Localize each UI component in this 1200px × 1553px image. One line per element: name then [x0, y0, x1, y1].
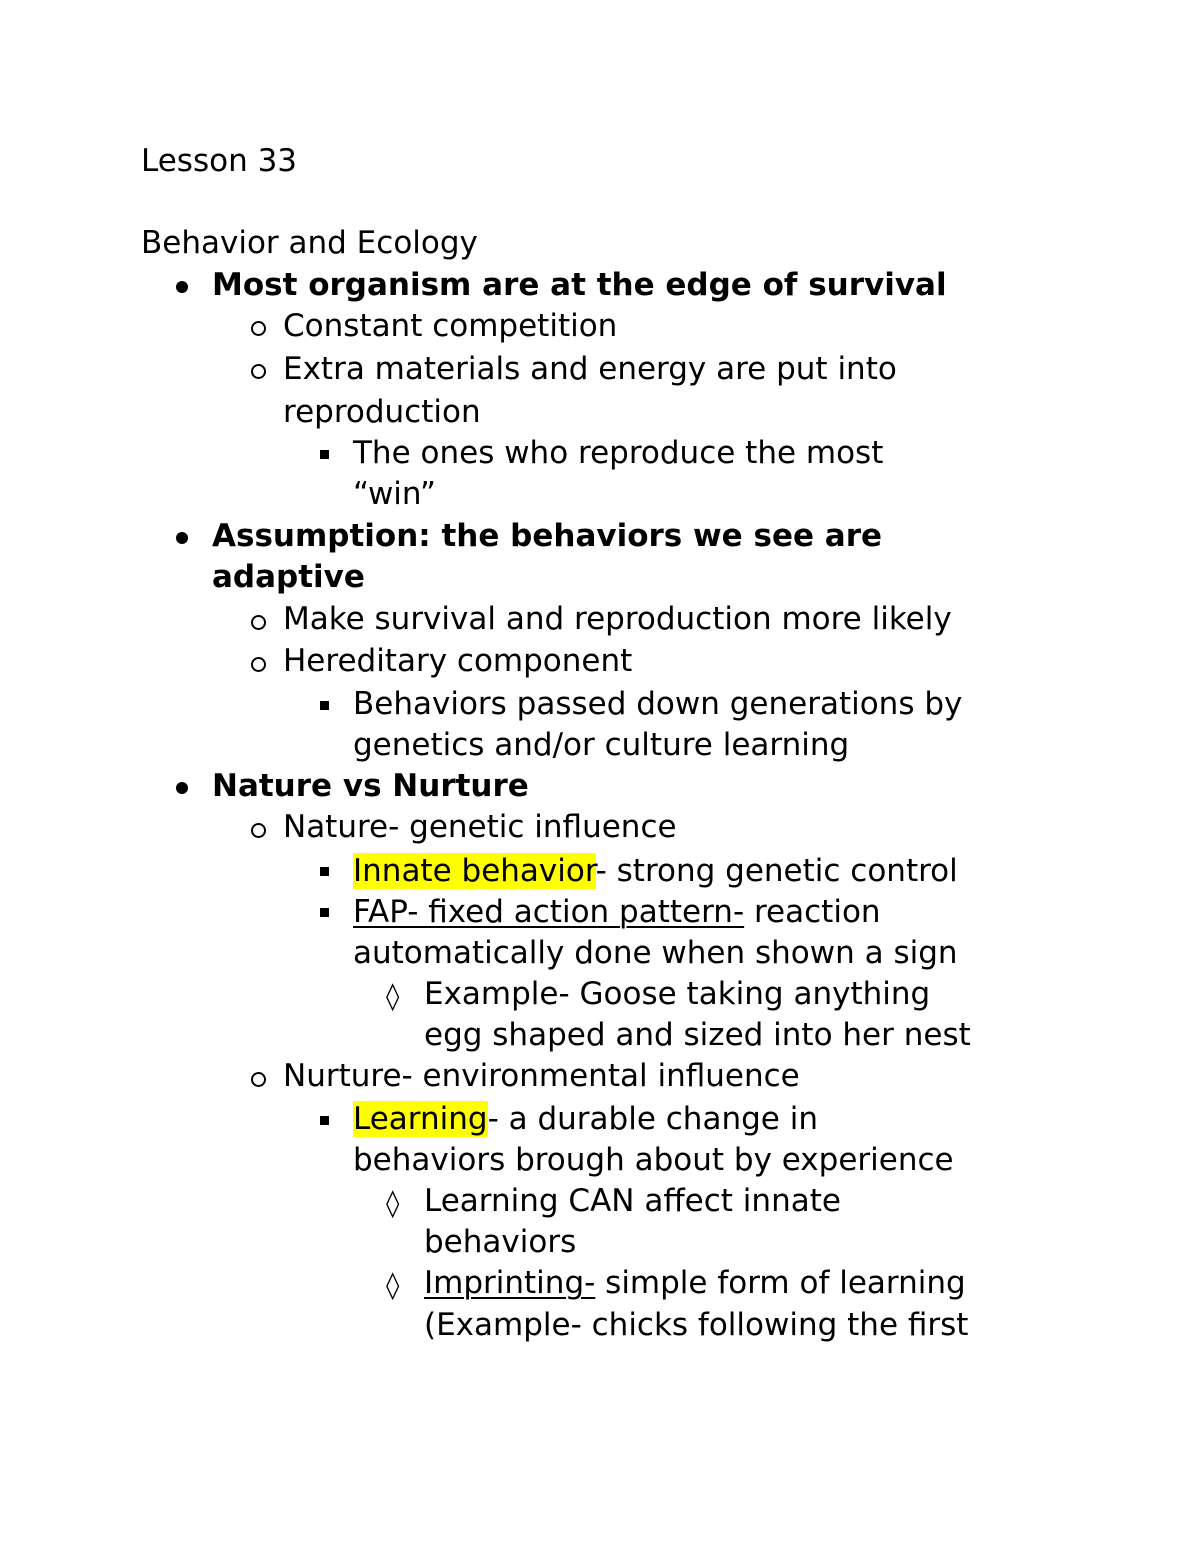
diamond-bullet-icon: ◊: [386, 1270, 400, 1301]
bullet-2-sub-2-item-line-2: genetics and/or culture learning: [353, 727, 850, 763]
bullet-circle-icon: [251, 615, 266, 630]
learning-line-2: behaviors brough about by experience: [353, 1142, 954, 1178]
fap-example-line-1: Example- Goose taking anything: [424, 976, 931, 1012]
imprinting-line-1: [424, 1263, 966, 1304]
fap-line-1: [353, 892, 881, 933]
bullet-2-sub-2: Hereditary component: [283, 643, 633, 679]
diamond-bullet-icon: ◊: [386, 1188, 400, 1219]
bullet-disc-icon: [176, 532, 188, 544]
nurture-item: Nurture- environmental influence: [283, 1058, 800, 1094]
bullet-3-text: Nature vs Nurture: [212, 768, 529, 804]
fap-example-line-2: egg shaped and sized into her nest: [424, 1017, 971, 1053]
bullet-1-sub-2-line-2: reproduction: [283, 394, 481, 430]
diamond-bullet-icon: ◊: [386, 981, 400, 1012]
nature-item: Nature- genetic influence: [283, 809, 677, 845]
learning-line-1: [353, 1099, 818, 1140]
bullet-square-icon: [320, 701, 329, 710]
bullet-1-sub-2-item-line-1: The ones who reproduce the most: [353, 435, 884, 471]
lesson-title: Lesson 33: [141, 143, 298, 179]
bullet-circle-icon: [251, 657, 266, 672]
bullet-2-sub-2-item-line-1: Behaviors passed down generations by: [353, 686, 963, 722]
bullet-square-icon: [320, 450, 329, 459]
bullet-square-icon: [320, 867, 329, 876]
imprinting-term: Imprinting-: [424, 1265, 596, 1301]
innate-behavior-definition: - strong genetic control: [595, 853, 958, 889]
bullet-1-sub-2-item-line-2: “win”: [353, 476, 436, 512]
bullet-square-icon: [320, 908, 329, 917]
imprinting-line-2: (Example- chicks following the first: [424, 1307, 969, 1343]
bullet-circle-icon: [251, 823, 266, 838]
fap-definition-start: reaction: [744, 894, 881, 930]
bullet-2-line-1: Assumption: the behaviors we see are: [212, 518, 883, 554]
innate-behavior-term: Innate behavior: [353, 853, 596, 889]
bullet-disc-icon: [176, 281, 188, 293]
imprinting-definition-start: simple form of learning: [595, 1265, 966, 1301]
learning-sub-1-line-1: Learning CAN affect innate: [424, 1183, 841, 1219]
bullet-2-sub-1: Make survival and reproduction more likely: [283, 601, 952, 637]
bullet-1-sub-2-line-1: Extra materials and energy are put into: [283, 351, 897, 387]
fap-line-2: automatically done when shown a sign: [353, 935, 958, 971]
section-heading: Behavior and Ecology: [141, 225, 478, 261]
bullet-circle-icon: [251, 364, 266, 379]
bullet-square-icon: [320, 1116, 329, 1125]
innate-behavior-line: [353, 851, 958, 892]
bullet-1-text: Most organism are at the edge of survival: [212, 267, 947, 303]
learning-sub-1-line-2: behaviors: [424, 1224, 577, 1260]
fap-term: FAP- fixed action pattern-: [353, 894, 745, 930]
learning-term: Learning: [353, 1101, 488, 1137]
bullet-1-sub-1: Constant competition: [283, 308, 618, 344]
bullet-circle-icon: [251, 1072, 266, 1087]
bullet-2-line-2: adaptive: [212, 559, 365, 595]
bullet-circle-icon: [251, 321, 266, 336]
learning-definition-start: - a durable change in: [487, 1101, 818, 1137]
bullet-disc-icon: [176, 782, 188, 794]
